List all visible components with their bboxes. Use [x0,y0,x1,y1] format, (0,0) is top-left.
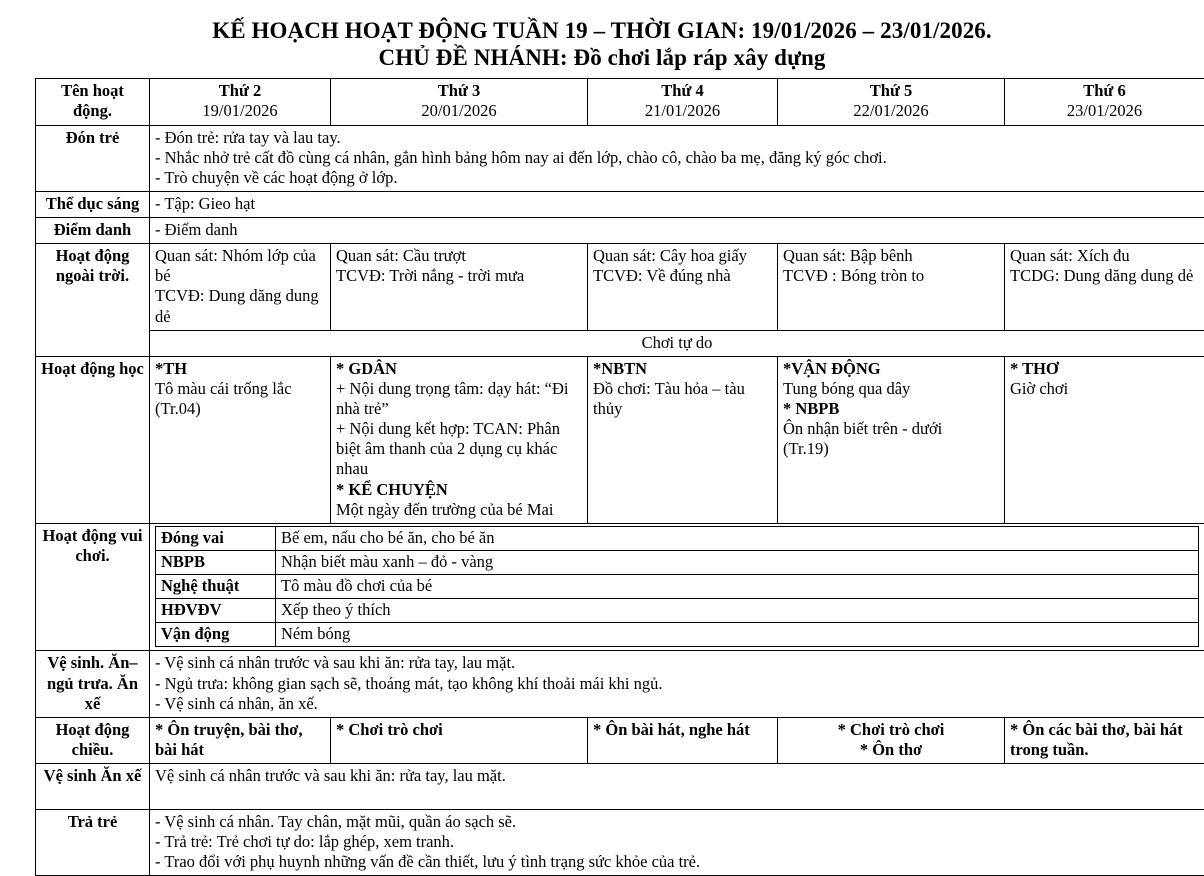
tra-tre-line-2: - Trả trẻ: Trẻ chơi tự do: lắp ghép, xem tranh. [155,832,1199,852]
vui-choi-item-0-name: Đóng vai [156,526,276,550]
hoc-day-2-line-5: Một ngày đến trường của bé Mai [336,500,582,520]
table-header-row [36,79,1204,125]
header-activity-col [36,79,150,125]
chieu-day-4-line-1: * Chơi trò chơi [783,720,999,740]
vui-choi-item-row [156,575,1199,599]
hoc-day-5 [1005,356,1204,523]
don-tre-line-3: - Trò chuyện về các hoạt động ở lớp. [155,168,1199,188]
ngoai-troi-day-2 [331,244,588,331]
vui-choi-item-row [156,526,1199,550]
ngoai-troi-day-5-line-1: Quan sát: Xích đu [1010,246,1199,266]
vui-choi-item-1-value: Nhận biết màu xanh – đỏ - vàng [276,550,1199,574]
ve-sinh-an-ngu-line-1: - Vệ sinh cá nhân trước và sau khi ăn: rửa tay, lau mặt. [155,653,1199,673]
header-day-5 [1005,79,1204,125]
hoc-day-1 [150,356,331,523]
chieu-day-3-line-1: * Ôn bài hát, nghe hát [593,720,772,740]
header-day-2 [331,79,588,125]
vui-choi-item-2-name: Nghệ thuật [156,575,276,599]
row-label-ngoai-troi-text: Hoạt động ngoài trời. [56,246,130,285]
hoc-day-2-line-1: * GDÂN [336,359,582,379]
vui-choi-item-2-value: Tô màu đồ chơi của bé [276,575,1199,599]
chieu-day-1 [150,717,331,763]
tra-tre-line-1: - Vệ sinh cá nhân. Tay chân, mặt mũi, quần áo sạch sẽ. [155,812,1199,832]
hoc-day-2-line-2: + Nội dung trọng tâm: dạy hát: “Đi nhà trẻ” [336,379,582,419]
title-line-2: CHỦ ĐỀ NHÁNH: Đồ chơi lắp ráp xây dựng [0,45,1204,72]
row-label-the-duc-sang: Thể dục sáng [36,191,150,217]
hoc-day-4-line-2: Tung bóng qua dây [783,379,999,399]
vui-choi-item-3-name: HĐVĐV [156,599,276,623]
vui-choi-item-row [156,623,1199,647]
hoc-day-3-line-2: Đồ chơi: Tàu hỏa – tàu thủy [593,379,772,419]
ve-sinh-an-ngu-line-2: - Ngủ trưa: không gian sạch sẽ, thoáng mát, tạo không khí thoải mái khi ngủ. [155,674,1199,694]
row-content-ve-sinh-an-xe: Vệ sinh cá nhân trước và sau khi ăn: rửa tay, lau mặt. [150,764,1204,810]
ve-sinh-an-ngu-line-3: - Vệ sinh cá nhân, ăn xế. [155,694,1199,714]
ngoai-troi-day-3-line-1: Quan sát: Cây hoa giấy [593,246,772,266]
row-tra-tre [36,810,1204,876]
row-content-don-tre [150,125,1204,191]
row-content-diem-danh: - Điểm danh [150,218,1204,244]
chieu-day-4-line-2: * Ôn thơ [783,740,999,760]
row-content-ve-sinh-an-ngu [150,651,1204,717]
ngoai-troi-day-4 [778,244,1005,331]
chieu-day-2 [331,717,588,763]
hoc-day-5-line-1: * THƠ [1010,359,1199,379]
row-label-ngoai-troi [36,244,150,357]
ngoai-troi-day-5-line-2: TCDG: Dung dăng dung dẻ [1010,266,1199,286]
row-label-tra-tre: Trả trẻ [36,810,150,876]
chieu-day-1-line-1: * Ôn truyện, bài thơ, bài hát [155,720,325,760]
header-day-5-dow: Thứ 6 [1010,81,1199,101]
row-content-the-duc-sang: - Tập: Gieo hạt [150,191,1204,217]
header-day-2-dow: Thứ 3 [336,81,582,101]
header-day-2-date: 20/01/2026 [336,101,582,121]
hoc-day-4-line-4: Ôn nhận biết trên - dưới [783,419,999,439]
hoc-day-2-line-4: * KỂ CHUYỆN [336,480,582,500]
ngoai-troi-day-3-line-2: TCVĐ: Về đúng nhà [593,266,772,286]
hoc-day-3 [588,356,778,523]
ngoai-troi-day-4-line-1: Quan sát: Bập bênh [783,246,999,266]
header-day-5-date: 23/01/2026 [1010,101,1199,121]
chieu-day-5 [1005,717,1204,763]
vui-choi-item-4-value: Ném bóng [276,623,1199,647]
vui-choi-content [150,523,1204,651]
hoc-day-1-line-1: *TH [155,359,325,379]
document-title [0,0,1204,71]
row-diem-danh [36,218,1204,244]
vui-choi-item-0-value: Bế em, nấu cho bé ăn, cho bé ăn [276,526,1199,550]
ngoai-troi-day-1 [150,244,331,331]
row-hoat-dong-hoc [36,356,1204,523]
chieu-day-4 [778,717,1005,763]
choi-tu-do-cell: Chơi tự do [150,330,1204,356]
vui-choi-item-row [156,599,1199,623]
vui-choi-item-row [156,550,1199,574]
hoc-day-4 [778,356,1005,523]
hoc-day-4-line-3: * NBPB [783,399,999,419]
row-the-duc-sang [36,191,1204,217]
row-label-don-tre: Đón trẻ [36,125,150,191]
hoc-day-2-line-3: + Nội dung kết hợp: TCAN: Phân biệt âm thanh của 2 dụng cụ khác nhau [336,419,582,479]
header-day-4-dow: Thứ 5 [783,81,999,101]
header-day-1-dow: Thứ 2 [155,81,325,101]
vui-choi-item-1-name: NBPB [156,550,276,574]
don-tre-line-1: - Đón trẻ: rửa tay và lau tay. [155,128,1199,148]
don-tre-line-2: - Nhắc nhở trẻ cất đồ cùng cá nhân, gắn hình bảng hôm nay ai đến lớp, chào cô, chào ba mẹ, đăng ký góc chơi. [155,148,1199,168]
ngoai-troi-day-3 [588,244,778,331]
row-don-tre [36,125,1204,191]
row-label-diem-danh: Điểm danh [36,218,150,244]
header-activity-label: Tên hoạt động. [61,81,124,120]
row-content-tra-tre [150,810,1204,876]
ngoai-troi-day-1-line-2: TCVĐ: Dung dăng dung dẻ [155,286,325,326]
ngoai-troi-day-2-line-2: TCVĐ: Trời nắng - trời mưa [336,266,582,286]
row-label-vui-choi [36,523,150,651]
header-day-4-date: 22/01/2026 [783,101,999,121]
hoc-day-3-line-1: *NBTN [593,359,772,379]
row-label-ve-sinh-an-xe: Vệ sinh Ăn xế [36,764,150,810]
header-day-4 [778,79,1005,125]
chieu-day-5-line-1: * Ôn các bài thơ, bài hát trong tuần. [1010,720,1199,760]
row-label-ve-sinh-an-ngu: Vệ sinh. Ăn– ngủ trưa. Ăn xế [36,651,150,717]
ngoai-troi-day-2-line-1: Quan sát: Cầu trượt [336,246,582,266]
row-ve-sinh-an-ngu [36,651,1204,717]
hoc-day-2 [331,356,588,523]
ngoai-troi-day-1-line-1: Quan sát: Nhóm lớp của bé [155,246,325,286]
weekly-plan-table [35,78,1204,876]
row-choi-tu-do [36,330,1204,356]
header-day-1 [150,79,331,125]
row-hoat-dong-chieu [36,717,1204,763]
row-label-vui-choi-text: Hoạt động vui chơi. [43,526,143,565]
vui-choi-subtable [155,526,1199,648]
hoc-day-5-line-2: Giờ chơi [1010,379,1199,399]
header-day-3-dow: Thứ 4 [593,81,772,101]
vui-choi-item-4-name: Vận động [156,623,276,647]
hoc-day-4-line-1: *VẬN ĐỘNG [783,359,999,379]
row-ve-sinh-an-xe [36,764,1204,810]
title-line-1: KẾ HOẠCH HOẠT ĐỘNG TUẦN 19 – THỜI GIAN: 19/01/2026 – 23/01/2026. [0,18,1204,45]
hoc-day-4-line-5: (Tr.19) [783,439,999,459]
header-day-3-date: 21/01/2026 [593,101,772,121]
tra-tre-line-3: - Trao đổi với phụ huynh những vấn đề cần thiết, lưu ý tình trạng sức khỏe của trẻ. [155,852,1199,872]
chieu-day-3 [588,717,778,763]
vui-choi-item-3-value: Xếp theo ý thích [276,599,1199,623]
hoc-day-1-line-3: (Tr.04) [155,399,325,419]
header-day-1-date: 19/01/2026 [155,101,325,121]
ngoai-troi-day-5 [1005,244,1204,331]
row-label-hoat-dong-hoc: Hoạt động học [36,356,150,523]
ngoai-troi-day-4-line-2: TCVĐ : Bóng tròn to [783,266,999,286]
chieu-day-2-line-1: * Chơi trò chơi [336,720,582,740]
row-vui-choi [36,523,1204,651]
row-ngoai-troi [36,244,1204,331]
hoc-day-1-line-2: Tô màu cái trống lắc [155,379,325,399]
header-day-3 [588,79,778,125]
row-label-hoat-dong-chieu: Hoạt động chiều. [36,717,150,763]
